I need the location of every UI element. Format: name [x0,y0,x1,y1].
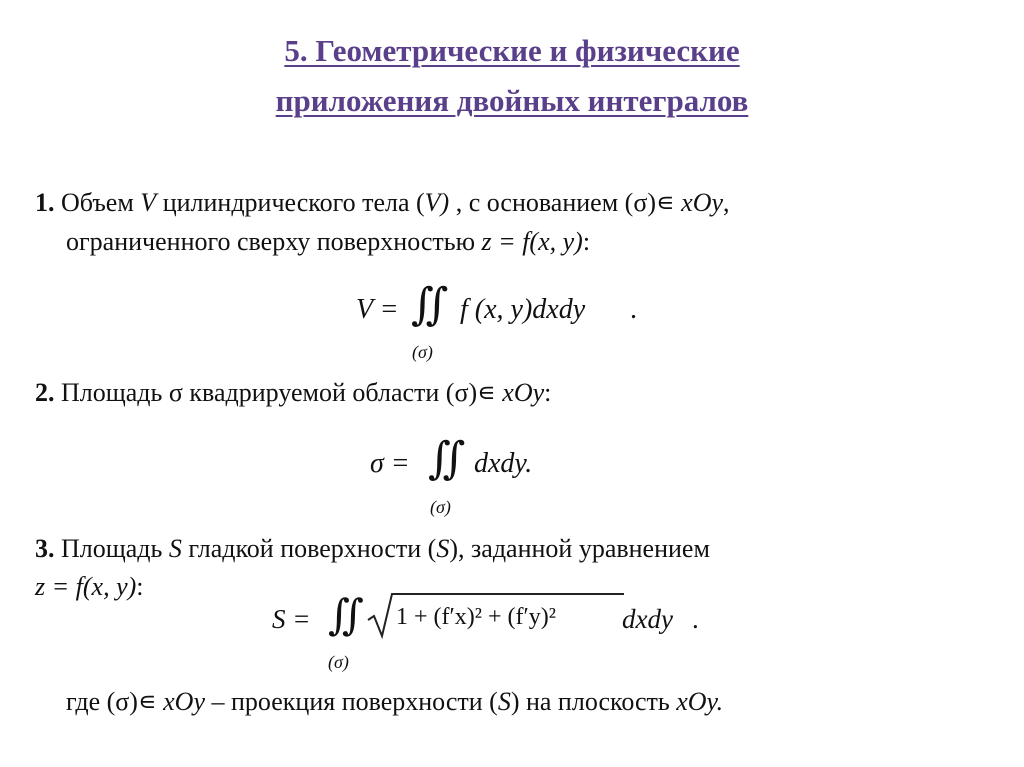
item1-text-c: , с основанием (σ)∊ [449,188,682,217]
formula3-region: (σ) [328,652,349,672]
item3-S2: S [436,534,450,563]
formula3-radicand: 1 + (f′x)² + (f′y)² [396,604,556,630]
formula2-integrand: dxdy. [474,448,533,479]
item2-line [35,376,551,410]
formula2-integral-icon: ∬ [428,434,466,483]
item3-text-c: ), заданной уравнением [449,534,710,563]
formula1-end: . [630,294,637,325]
item1-line1-end: , [723,188,730,217]
item3-surface: z = f(x, y) [35,572,137,601]
formula3-end: . [692,604,699,634]
note-text-b: – проекция поверхности ( [205,687,498,716]
note-text-c: ) на плоскость [510,687,677,716]
note-S: S [497,687,511,716]
formula3-integral-icon: ∬ [328,593,364,639]
item1-line2-text: ограниченного сверху поверхностью [66,227,482,256]
formula3-lhs: S = [272,604,311,634]
item2-text-end: : [544,378,552,407]
item1-text-a: Объем [61,188,141,217]
formula1-integral-icon: ∬ [411,280,449,329]
item2-plane: xOy [502,378,545,407]
item3-line2 [35,570,144,604]
item1-text-b: цилиндрического тела ( [156,188,425,217]
item1-number: 1. [35,188,55,217]
item3-surface-end: : [136,572,144,601]
slide-title-line1: 5. Геометрические и физические [284,33,740,68]
item1-line2 [66,225,590,259]
formula2-region: (σ) [430,497,451,517]
item1-line1 [35,186,730,220]
item1-V: V [140,188,157,217]
item3-number: 3. [35,534,55,563]
item3-text-a: Площадь [61,534,169,563]
formula1-lhs: V = [356,294,399,325]
formula1-integrand: f (x, y)dxdy [460,294,586,325]
item2-text: Площадь σ квадрируемой области (σ)∊ [61,378,503,407]
item3-line1 [35,532,710,566]
formula1-region: (σ) [412,342,433,362]
item1-surface: z = f(x, y) [481,227,583,256]
item2-number: 2. [35,378,55,407]
item1-V2: V) [424,188,450,217]
note-text-a: где (σ)∊ [66,687,164,716]
formula3-integrand: dxdy [622,604,673,634]
slide-title-line2: приложения двойных интегралов [275,83,749,118]
item3-note [66,685,723,719]
note-plane2: xOy. [676,687,724,716]
formula2-lhs: σ = [370,448,410,479]
item3-S: S [168,534,182,563]
item3-text-b: гладкой поверхности ( [181,534,437,563]
item1-line2-end: : [582,227,591,256]
item1-plane: xOy [681,188,724,217]
note-plane: xOy [163,687,205,716]
